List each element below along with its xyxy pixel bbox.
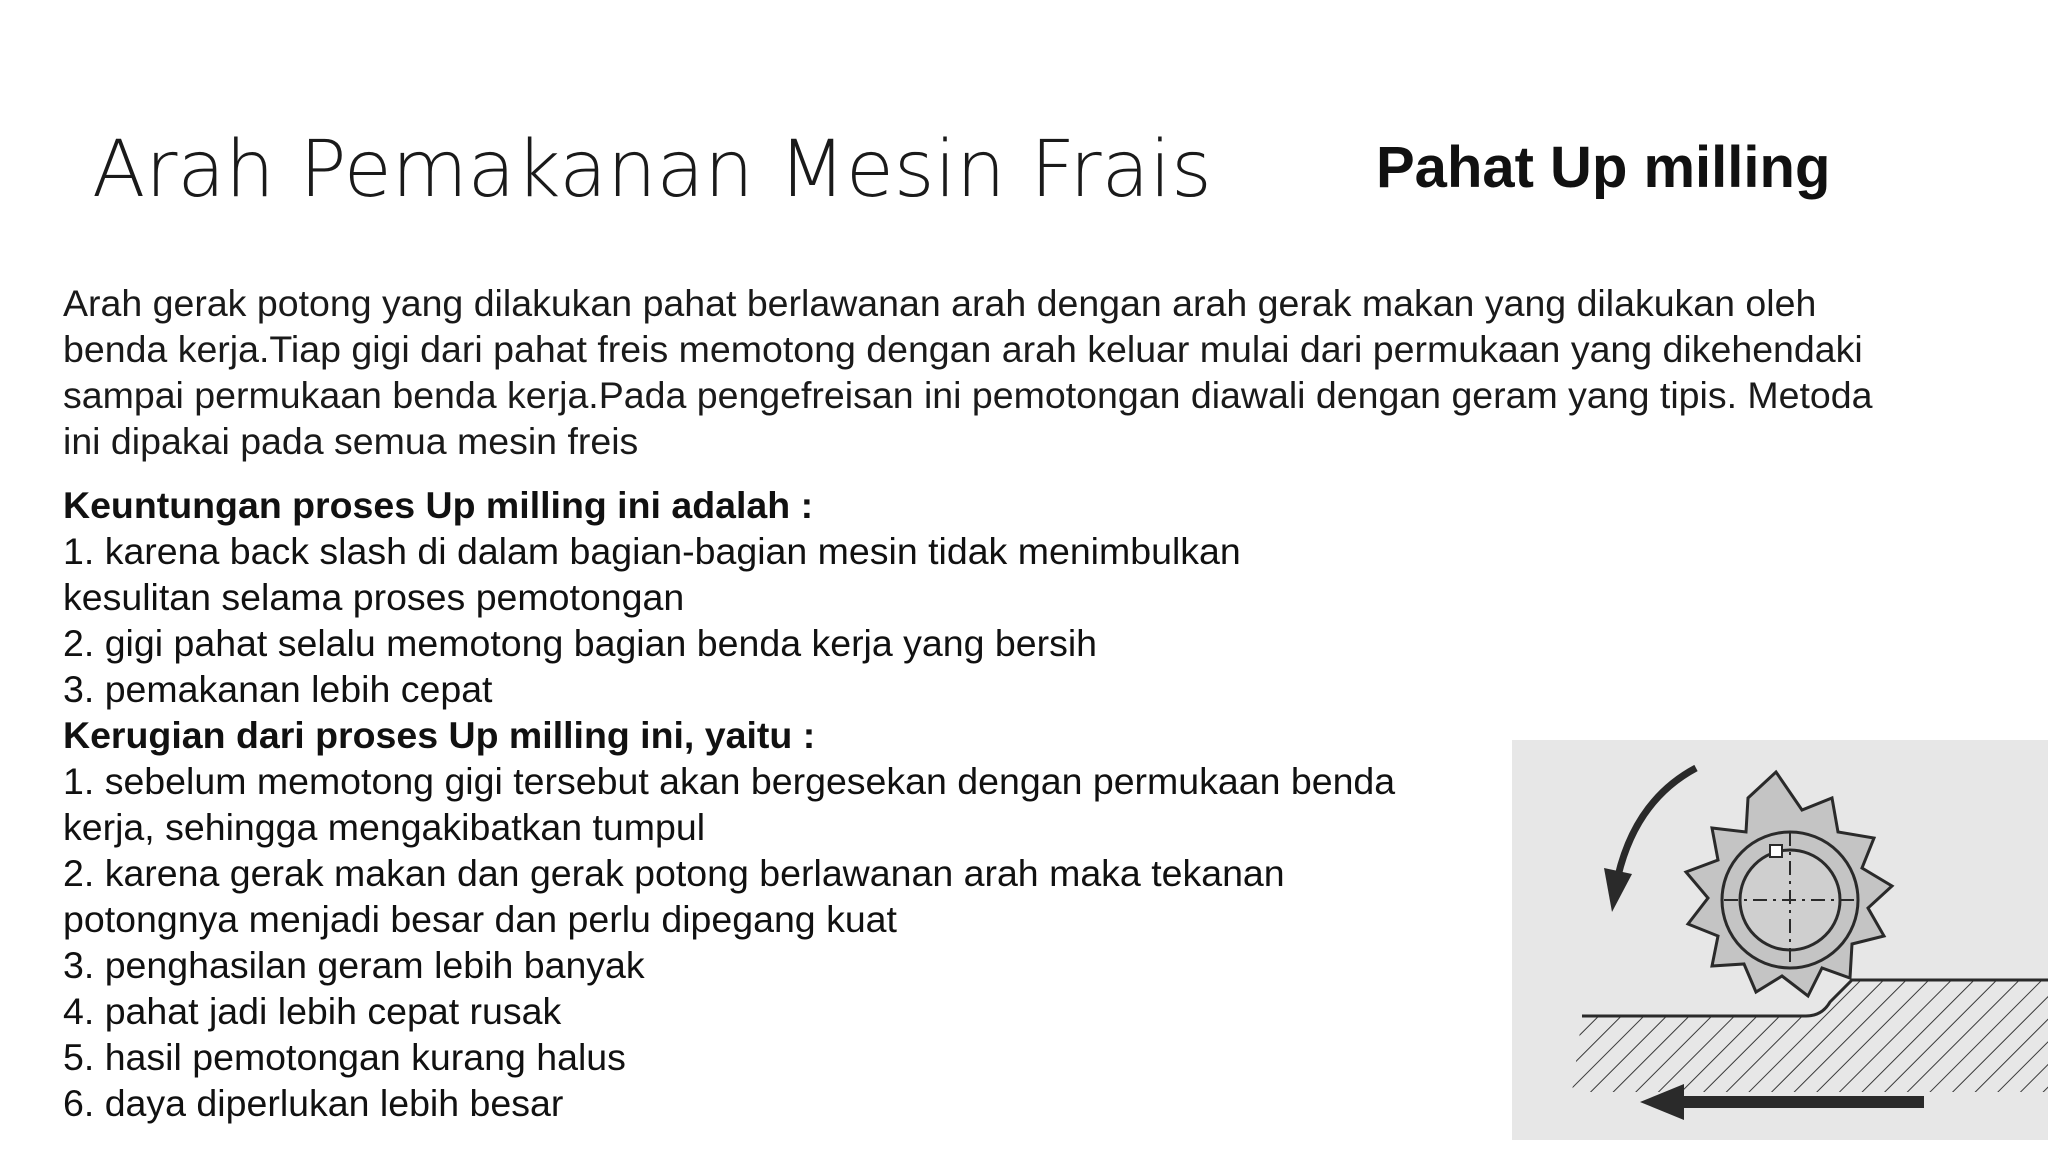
advantage-line: 3. pemakanan lebih cepat	[63, 668, 493, 710]
advantage-line: 1. karena back slash di dalam bagian-bagian mesin tidak menimbulkan	[63, 530, 1241, 572]
disadvantage-line: 5. hasil pemotongan kurang halus	[63, 1036, 626, 1078]
milling-cutter	[1686, 772, 1892, 996]
advantage-line: 2. gigi pahat selalu memotong bagian benda kerja yang bersih	[63, 622, 1098, 664]
intro-paragraph	[63, 280, 1943, 464]
intro-line: ini dipakai pada semua mesin freis	[63, 420, 639, 462]
advantages-heading: Keuntungan proses Up milling ini adalah :	[63, 484, 814, 526]
disadvantages-heading: Kerugian dari proses Up milling ini, yaitu :	[63, 714, 816, 756]
disadvantage-line: 3. penghasilan geram lebih banyak	[63, 944, 645, 986]
disadvantage-line: 6. daya diperlukan lebih besar	[63, 1082, 564, 1124]
disadvantage-line: potongnya menjadi besar dan perlu dipegang kuat	[63, 898, 897, 940]
workpiece	[1572, 980, 2048, 1092]
disadvantage-line: 2. karena gerak makan dan gerak potong berlawanan arah maka tekanan	[63, 852, 1285, 894]
pros-cons-list	[63, 482, 1503, 1126]
advantage-line: kesulitan selama proses pemotongan	[63, 576, 685, 618]
intro-line: Arah gerak potong yang dilakukan pahat berlawanan arah dengan arah gerak makan yang dilakukan oleh	[63, 282, 1817, 324]
rotation-arrow-icon	[1604, 768, 1696, 912]
disadvantage-line: 1. sebelum memotong gigi tersebut akan bergesekan dengan permukaan benda	[63, 760, 1396, 802]
intro-line: sampai permukaan benda kerja.Pada pengefreisan ini pemotongan diawali dengan geram yang tipis. Metoda	[63, 374, 1873, 416]
intro-line: benda kerja.Tiap gigi dari pahat freis memotong dengan arah keluar mulai dari permukaan yang dikehendaki	[63, 328, 1863, 370]
slide-subtitle: Pahat Up milling	[1376, 135, 1831, 200]
slide-title: Arah Pemakanan Mesin Frais	[92, 125, 1212, 215]
disadvantage-line: kerja, sehingga mengakibatkan tumpul	[63, 806, 706, 848]
up-milling-diagram-icon	[1512, 740, 2048, 1140]
disadvantage-line: 4. pahat jadi lebih cepat rusak	[63, 990, 562, 1032]
